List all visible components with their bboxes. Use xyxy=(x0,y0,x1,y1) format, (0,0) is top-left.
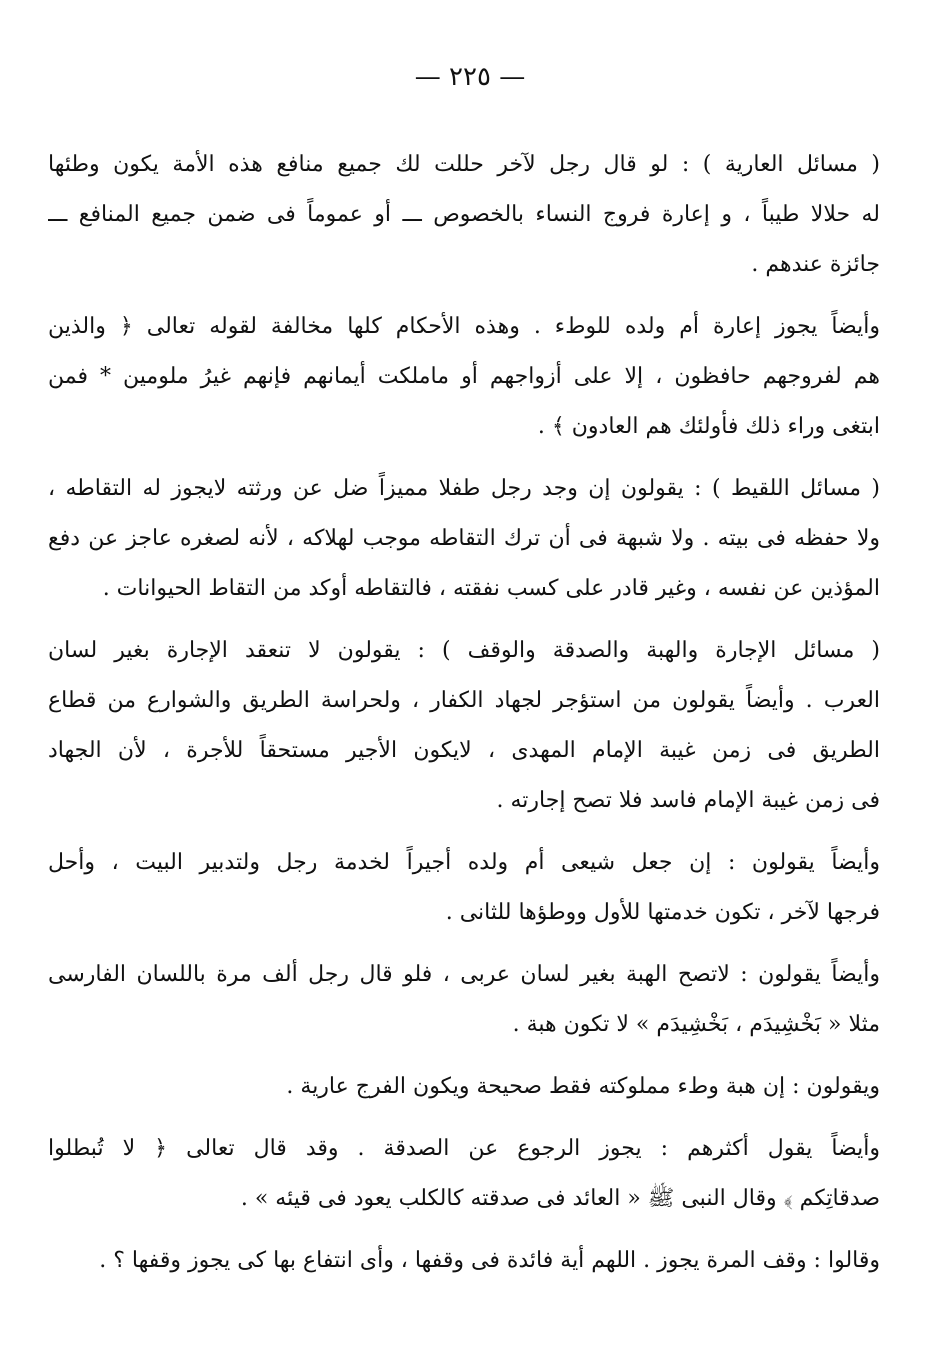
text-line: ( مسائل الإجارة والهبة والصدقة والوقف ) : يقولون لا تنعقد الإجارة بغير لسان xyxy=(48,638,880,663)
text-line: وأيضاً يقولون : لاتصح الهبة بغير لسان عربى ، فلو قال رجل ألف مرة باللسان الفارسى xyxy=(48,962,880,987)
text-line: ابتغى وراء ذلك فأولئك هم العادون ﴾ . xyxy=(537,414,880,439)
text-line: وأيضاً يقولون : إن جعل شيعى أم ولده أجيراً لخدمة رجل ولتدبير البيت ، وأحل xyxy=(48,850,880,875)
text-line: وأيضاً يجوز إعارة أم ولده للوطء . وهذه الأحكام كلها مخالفة لقوله تعالى ﴿ والذين xyxy=(48,314,880,339)
text-line: صدقاتِكم ﴾ وقال النبى ﷺ « العائد فى صدقته كالكلب يعود فى قيئه » . xyxy=(240,1186,880,1211)
text-line: فرجها لآخر ، تكون خدمتها للأول ووطؤها للثانى . xyxy=(445,900,880,925)
text-line: ( مسائل اللقيط ) : يقولون إن وجد رجل طفلا مميزاً ضل عن ورثته لايجوز له التقاطه ، xyxy=(48,476,880,501)
paragraph-gift-language xyxy=(48,950,880,1050)
page-number: — ٢٢٥ — xyxy=(414,62,526,92)
text-line: مثلا « بَخْشِيدَم ، بَخْشِيدَم » لا تكون هبة . xyxy=(512,1012,880,1037)
text-line: جائزة عندهم . xyxy=(751,252,880,277)
text-line: له حلالا طيباً ، و إعارة فروج النساء بالخصوص ـــ أو عموماً فى ضمن جميع المنافع ـــ xyxy=(48,202,880,227)
paragraph-lending xyxy=(48,140,880,290)
paragraph-gift-wat xyxy=(48,1062,880,1112)
paragraph-hire-gift-charity-endowment xyxy=(48,626,880,826)
text-line: وقالوا : وقف المرة يجوز . اللهم أية فائدة فى وقفها ، وأى انتفاع بها كى يجوز وقفها ؟ . xyxy=(99,1248,880,1273)
text-line: ولا حفظه فى بيته . ولا شبهة فى أن ترك التقاطه موجب لهلاكه ، لأنه لصغره عاجز عن دفع xyxy=(48,526,880,551)
text-line: ويقولون : إن هبة وطء مملوكته فقط صحيحة ويكون الفرج عارية . xyxy=(286,1074,880,1099)
body-text xyxy=(48,140,880,1298)
text-line: الطريق فى زمن غيبة الإمام المهدى ، لايكون الأجير مستحقاً للأجرة ، لأن الجهاد xyxy=(48,738,880,763)
paragraph-endowment xyxy=(48,1236,880,1286)
paragraph-umm-walad xyxy=(48,838,880,938)
text-line: فى زمن غيبة الإمام فاسد فلا تصح إجارته . xyxy=(496,788,880,813)
text-line: هم لفروجهم حافظون ، إلا على أزواجهم أو ماملكت أيمانهم فإنهم غيرُ ملومين * فمن xyxy=(48,364,880,389)
paragraph-lending-continued xyxy=(48,302,880,452)
text-line: العرب . وأيضاً يقولون من استؤجر لجهاد الكفار ، ولحراسة الطريق والشوارع من قطاع xyxy=(48,688,880,713)
text-line: المؤذين عن نفسه ، وغير قادر على كسب نفقته ، فالتقاطه أوكد من التقاط الحيوانات . xyxy=(102,576,880,601)
text-line: وأيضاً يقول أكثرهم : يجوز الرجوع عن الصدقة . وقد قال تعالى ﴿ لا تُبطلوا xyxy=(48,1136,880,1161)
paragraph-charity-return xyxy=(48,1124,880,1224)
paragraph-foundling xyxy=(48,464,880,614)
text-line: ( مسائل العارية ) : لو قال رجل لآخر حللت لك جميع منافع هذه الأمة يكون وطئها xyxy=(48,152,880,177)
